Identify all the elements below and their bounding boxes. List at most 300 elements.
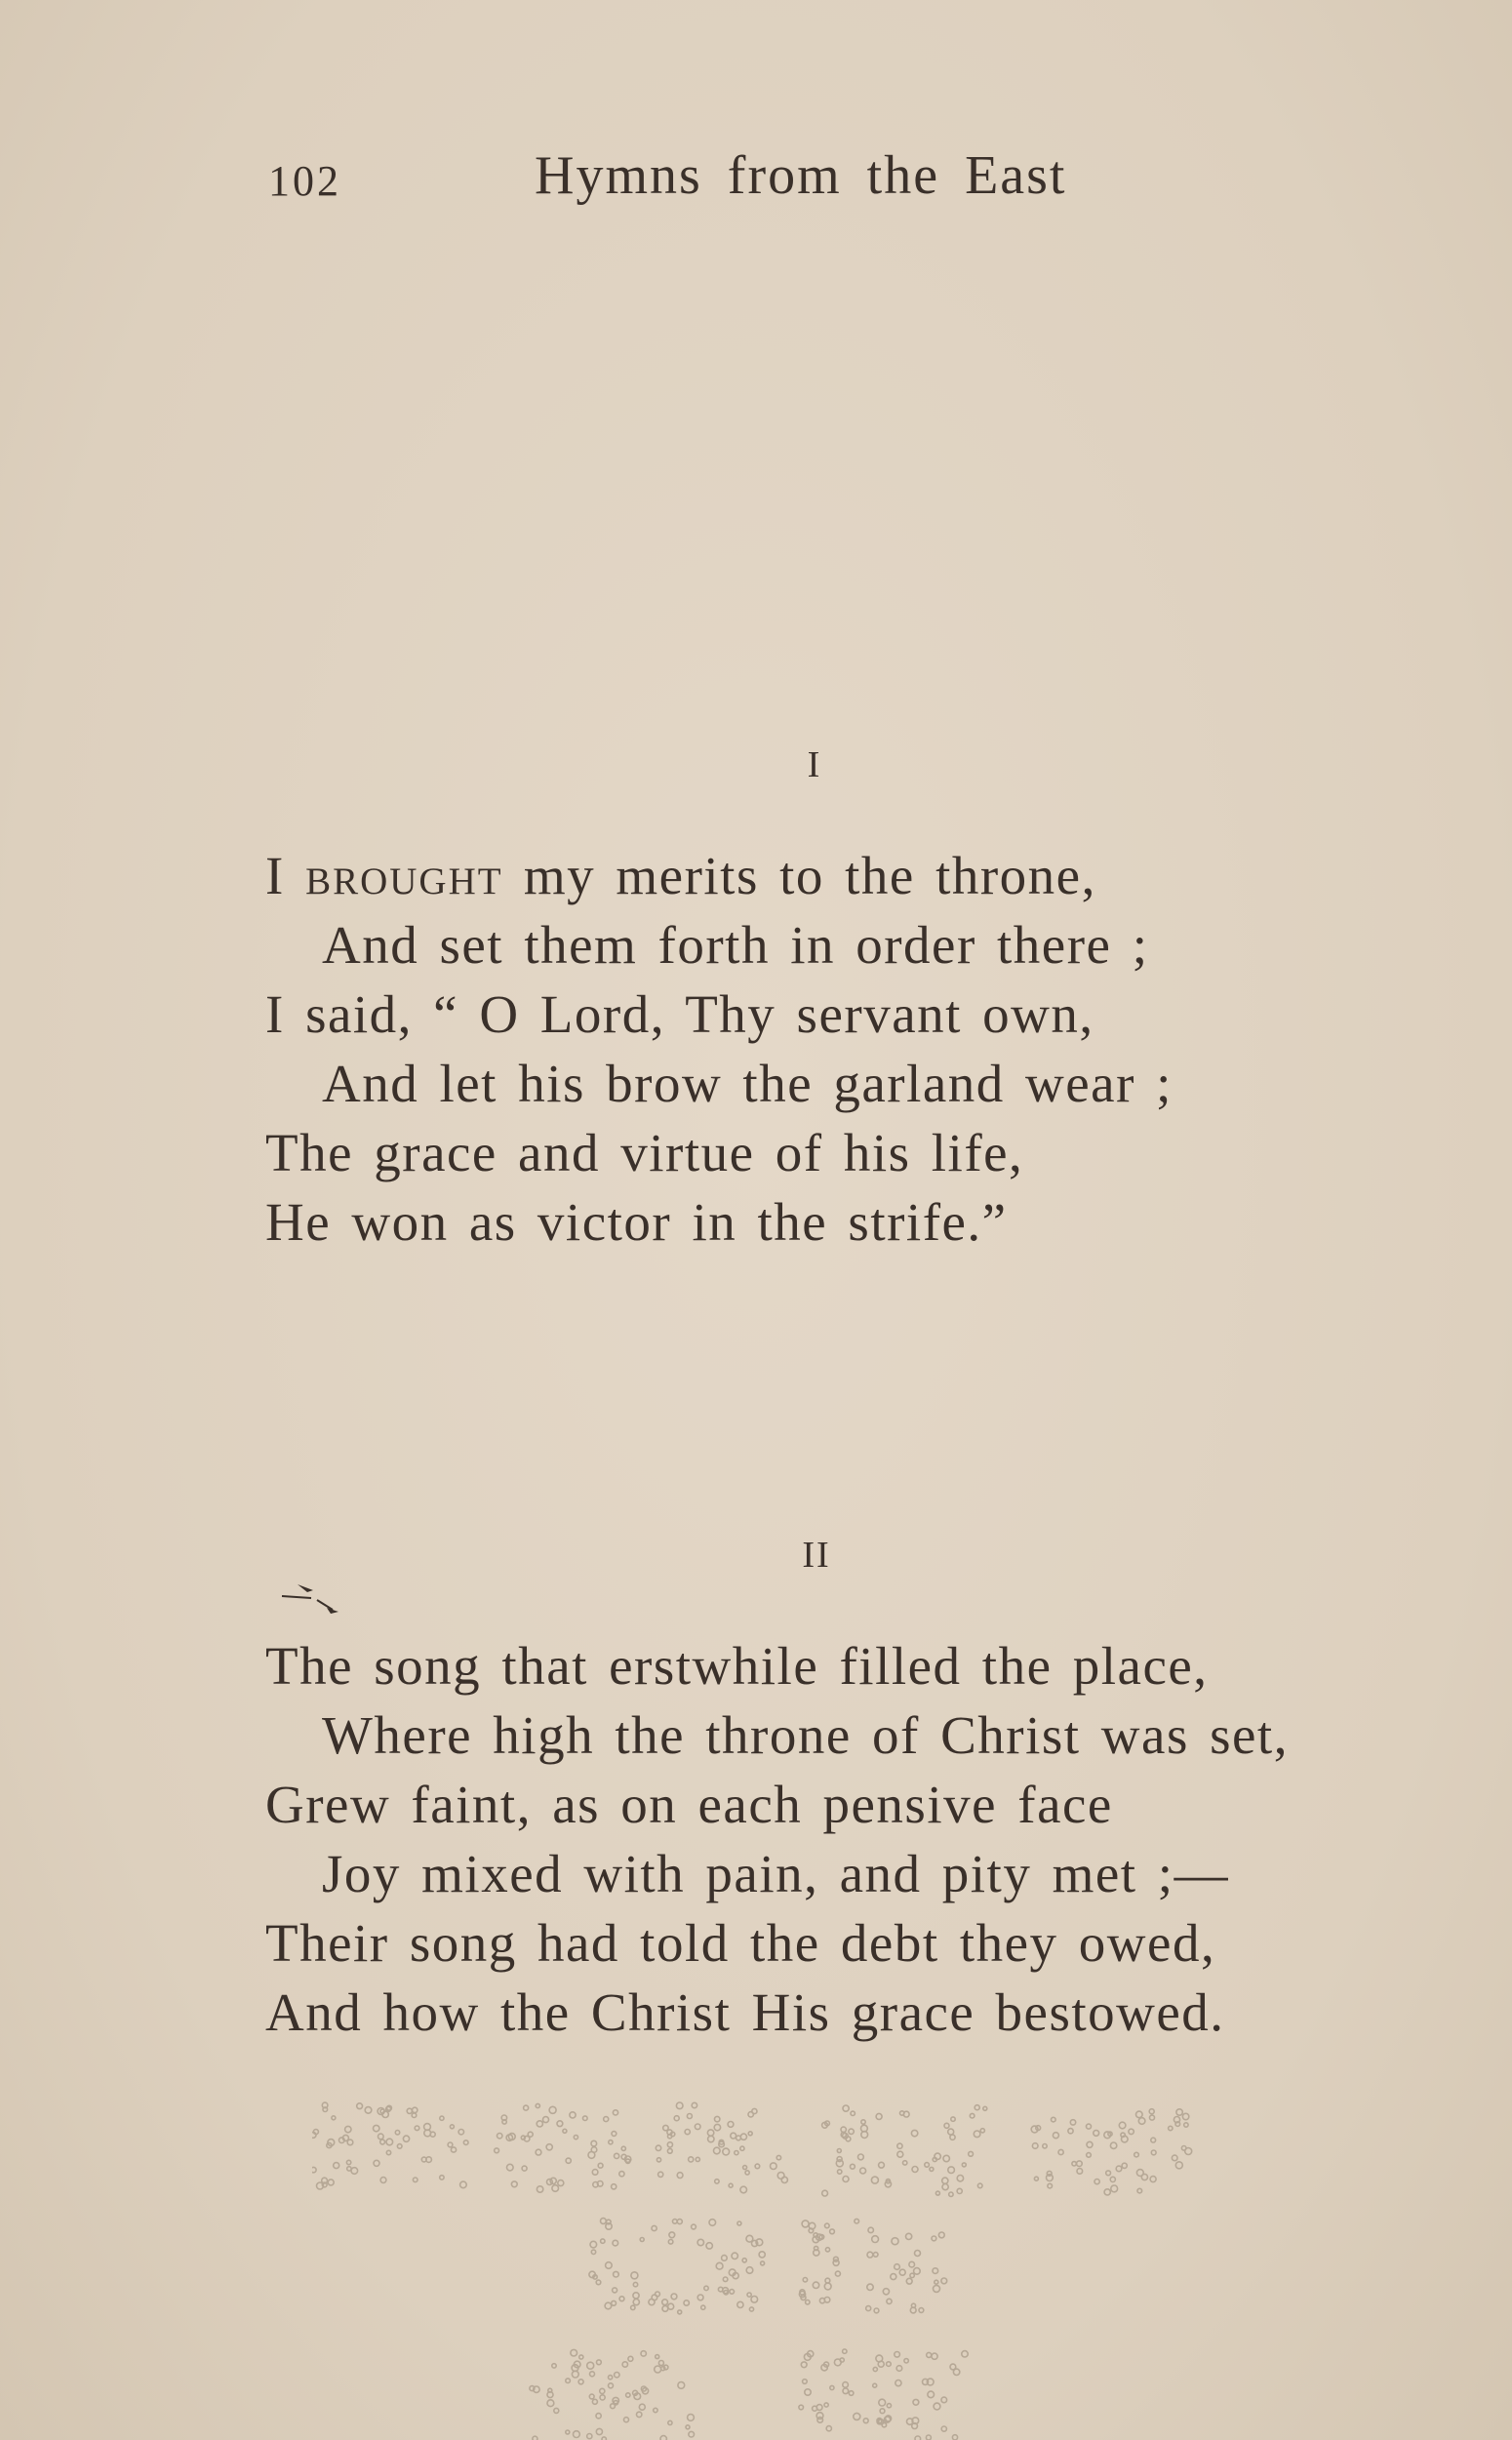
ornament-dot	[578, 2380, 583, 2384]
ornament-dot	[587, 2362, 594, 2369]
ornament-dot	[718, 2287, 723, 2292]
stanza-1	[265, 841, 1387, 1257]
ornament-dot	[612, 2132, 617, 2137]
ornament-dot	[819, 2299, 824, 2303]
ornament-dot	[615, 2373, 619, 2378]
ornament-dot	[708, 2136, 714, 2141]
stanza-2-line-1: The song that erstwhile filled the place,	[265, 1636, 1209, 1696]
ornament-dot	[323, 2107, 328, 2112]
ornament-dot	[876, 2113, 882, 2119]
ornament-dot	[692, 2224, 696, 2229]
ornament-dot	[863, 2419, 868, 2423]
ornament-dot	[579, 2355, 583, 2359]
ornament-dot	[658, 2172, 663, 2177]
ornament-dot	[735, 2151, 738, 2155]
ornament-dot	[706, 2243, 712, 2249]
ornament-dot	[879, 2162, 885, 2168]
ornament-dot	[714, 2124, 720, 2130]
ornament-dot	[570, 2112, 576, 2118]
ornament-dot	[566, 2158, 571, 2163]
ornament-dot	[866, 2306, 871, 2311]
ornament-dot	[771, 2163, 777, 2170]
ornament-dot	[543, 2117, 549, 2123]
ornament-dot	[609, 2383, 614, 2388]
page-number: 102	[268, 157, 341, 205]
ornament-dot	[413, 2107, 418, 2112]
ornament-dot	[1169, 2126, 1173, 2130]
ornament-dot	[619, 2172, 624, 2177]
ornament-dot	[941, 2278, 947, 2284]
ornament-dot	[1129, 2129, 1134, 2134]
ornament-dot	[677, 2173, 683, 2179]
ornament-dot	[678, 2382, 685, 2389]
ornament-dot	[843, 2382, 849, 2388]
ornament-dot	[463, 2140, 468, 2145]
ornament-dot	[695, 2124, 700, 2130]
ornament-dot	[912, 2167, 918, 2173]
ornament-dot	[596, 2428, 602, 2434]
ornament-dot	[678, 2310, 682, 2314]
ornament-dot	[1185, 2148, 1192, 2155]
ornament-dot	[1053, 2133, 1058, 2139]
ornament-dot	[915, 2436, 921, 2440]
ornament-dot	[497, 2134, 502, 2139]
running-title: Hymns from the East	[535, 145, 1067, 206]
ornament-dot	[697, 2239, 703, 2245]
ornament-dot	[558, 2180, 564, 2186]
ornament-dot	[495, 2148, 499, 2153]
ornament-dot	[1106, 2171, 1111, 2176]
ornament-dot	[1111, 2185, 1118, 2192]
ornament-dot	[395, 2131, 399, 2135]
ornament-dot	[1087, 2153, 1092, 2158]
ornament-dot	[684, 2300, 689, 2305]
ornament-dot	[657, 2158, 660, 2162]
ornament-dot	[707, 2130, 713, 2136]
dotted-ornament-icon	[312, 2096, 1307, 2440]
stanza-number-2: II	[802, 1535, 831, 1576]
ornament-dot	[843, 2388, 849, 2394]
ornament-dot	[928, 2391, 935, 2398]
ornament-dot	[932, 2236, 936, 2241]
ornament-dot	[587, 2434, 592, 2439]
ornament-dot	[1184, 2123, 1188, 2127]
ornament-dot	[686, 2425, 690, 2429]
ornament-dot	[723, 2277, 728, 2282]
ornament-dot	[1137, 2188, 1142, 2193]
ornament-dot	[1068, 2129, 1073, 2134]
stanza-1-line-3: I said, “ O Lord, Thy servant own,	[265, 984, 1094, 1044]
ornament-dot	[919, 2308, 924, 2313]
ornament-dot	[637, 2412, 642, 2417]
ornament-dot	[854, 2413, 860, 2420]
ornament-dot	[915, 2251, 921, 2257]
ornament-dot	[911, 2303, 915, 2307]
ornament-dot	[843, 2177, 849, 2182]
ornament-dot	[934, 2403, 940, 2410]
ornament-dot	[942, 2178, 948, 2183]
ornament-dot	[660, 2436, 666, 2440]
ornament-dot	[689, 2431, 695, 2437]
ornament-dot	[524, 2105, 529, 2110]
ornament-dot	[450, 2125, 454, 2129]
ornament-dot	[563, 2129, 567, 2133]
ornament-dot	[843, 2105, 849, 2111]
ornament-dot	[346, 2160, 350, 2164]
ornament-dot	[546, 2144, 552, 2150]
ornament-dot	[502, 2120, 506, 2124]
ornament-dot	[328, 2180, 334, 2185]
ornament-dot	[891, 2274, 896, 2280]
ornament-dot	[957, 2188, 962, 2193]
ornament-dot	[882, 2422, 886, 2426]
ornament-dot	[613, 2288, 617, 2293]
ornament-dot	[1032, 2143, 1038, 2149]
ornament-dot	[817, 2418, 823, 2423]
ornament-dot	[872, 2236, 879, 2243]
ornament-dot	[378, 2134, 384, 2140]
ornament-dot	[415, 2126, 419, 2131]
ornament-dot	[662, 2300, 668, 2305]
ornament-dot	[614, 2401, 617, 2405]
ornament-dot	[887, 2299, 892, 2303]
ornament-dot	[596, 2414, 601, 2419]
ornament-dot	[1087, 2141, 1093, 2147]
stanza-2-line-6: And how the Christ His grace bestowed.	[265, 1982, 1225, 2042]
stanza-1-line-1-rest: my merits to the throne,	[502, 846, 1096, 905]
ornament-dot	[536, 2149, 541, 2155]
ornament-dot	[911, 2130, 917, 2136]
ornament-dot	[799, 2405, 804, 2410]
ornament-dot	[552, 2185, 559, 2192]
ornament-dot	[830, 2229, 835, 2234]
ornament-dot	[663, 2365, 668, 2370]
ornament-dot	[935, 2280, 938, 2284]
ornament-dot	[892, 2238, 898, 2245]
ornament-dot	[1116, 2166, 1122, 2172]
ornament-dot	[412, 2113, 417, 2118]
ornament-dot	[609, 2140, 613, 2144]
ornament-dot	[777, 2173, 784, 2180]
ornament-dot	[895, 2264, 900, 2270]
ornament-dot	[701, 2305, 705, 2309]
stanza-1-line-6: He won as victor in the strife.”	[265, 1192, 1008, 1252]
ornament-dot	[654, 2408, 657, 2412]
ornament-dot	[1151, 2150, 1156, 2155]
ornament-dot	[640, 2238, 644, 2242]
ornament-dot	[1150, 2177, 1156, 2182]
ornament-dot	[597, 2360, 602, 2365]
ornament-dot	[887, 2404, 891, 2408]
ornament-dot	[592, 2170, 598, 2176]
ornament-dot	[696, 2157, 699, 2161]
ornament-dot	[669, 2232, 675, 2238]
ornament-dot	[930, 2167, 934, 2171]
ornament-dot	[530, 2386, 535, 2391]
ornament-dot	[904, 2359, 908, 2363]
ornament-dot	[749, 2307, 753, 2311]
ornament-dot	[511, 2181, 517, 2187]
ornament-dot	[761, 2261, 765, 2265]
ornament-dot	[652, 2295, 657, 2300]
ornament-dot	[1058, 2149, 1063, 2154]
ornament-dot	[687, 2114, 692, 2119]
ornament-dot	[440, 2116, 444, 2120]
ornament-dot	[613, 2240, 618, 2246]
ornament-dot	[840, 2358, 844, 2362]
ornament-dot	[600, 2388, 605, 2393]
ornament-dot	[803, 2278, 807, 2282]
ornament-dot	[729, 2183, 733, 2187]
ornament-dot	[957, 2176, 963, 2181]
ornament-dot	[652, 2225, 657, 2230]
ornament-dot	[1087, 2124, 1092, 2129]
ornament-dot	[440, 2176, 444, 2180]
ornament-dot	[1034, 2177, 1038, 2180]
ornament-dot	[386, 2106, 391, 2111]
ornament-dot	[887, 2362, 892, 2367]
ornament-dot	[689, 2157, 694, 2162]
ornament-dot	[566, 2379, 571, 2383]
ornament-dot	[692, 2102, 696, 2107]
ornament-dot	[685, 2130, 690, 2135]
ornament-dot	[1077, 2161, 1083, 2167]
ornament-dot	[641, 2351, 646, 2356]
ornament-dot	[1052, 2117, 1056, 2122]
ornament-dot	[1110, 2177, 1115, 2181]
ornament-dot	[843, 2349, 847, 2353]
ornament-dot	[688, 2415, 695, 2421]
ornament-dot	[1048, 2183, 1053, 2188]
ornament-dot	[825, 2278, 830, 2283]
ornament-dot	[873, 2253, 878, 2258]
ornament-dot	[668, 2420, 672, 2424]
stanza-1-line-5: The grace and virtue of his life,	[265, 1123, 1024, 1182]
ornament-dot	[962, 2163, 966, 2167]
ornament-dot	[803, 2380, 808, 2384]
ornament-dot	[676, 2102, 683, 2109]
ornament-dot	[949, 2192, 953, 2196]
ornament-dot	[948, 2167, 955, 2174]
ornament-dot	[805, 2389, 811, 2395]
ornament-dot	[613, 2110, 617, 2115]
ornament-dot	[1138, 2118, 1145, 2125]
ornament-dot	[740, 2146, 744, 2150]
ornament-dot	[806, 2300, 810, 2304]
ornament-dot	[751, 2297, 758, 2303]
ornament-dot	[668, 2240, 673, 2245]
ornament-dot	[858, 2154, 864, 2160]
ornament-dot	[906, 2278, 912, 2284]
ornament-dot	[1077, 2169, 1083, 2175]
ornament-dot	[507, 2164, 514, 2171]
ornament-dot	[962, 2351, 968, 2357]
ornament-dot	[837, 2149, 841, 2153]
ornament-dot	[312, 2133, 316, 2139]
ornament-dot	[801, 2362, 807, 2368]
ornament-dot	[709, 2220, 716, 2226]
ornament-dot	[537, 2121, 542, 2127]
ornament-dot	[601, 2239, 605, 2243]
ornament-dot	[590, 2372, 595, 2377]
stanza-2-line-2: Where high the throne of Christ was set,	[322, 1705, 1289, 1765]
ornament-dot	[591, 2147, 597, 2153]
ornament-dot	[332, 2116, 336, 2120]
ornament-dot	[838, 2170, 842, 2174]
ornament-dot	[759, 2252, 765, 2258]
ornament-dot	[621, 2154, 626, 2159]
ornament-dot	[601, 2219, 607, 2224]
ornament-dot	[879, 2399, 886, 2406]
ornament-dot	[596, 2280, 601, 2285]
ornament-dot	[626, 2393, 630, 2397]
ornament-dot	[728, 2122, 734, 2128]
ornament-dot	[737, 2301, 743, 2307]
ornament-dot	[626, 2159, 630, 2163]
ornament-dot	[628, 2356, 633, 2361]
ornament-dot	[746, 2235, 753, 2242]
ornament-dot	[715, 2180, 719, 2183]
ornament-dot	[835, 2271, 840, 2276]
ornament-dot	[574, 2136, 577, 2140]
ornament-dot	[1176, 2109, 1182, 2115]
ornament-dot	[614, 2271, 619, 2277]
ornament-dot	[849, 2391, 854, 2396]
ornament-dot	[943, 2155, 949, 2161]
ornament-dot	[743, 2166, 747, 2170]
ornament-dot	[977, 2183, 982, 2188]
ornament-dot	[952, 2435, 957, 2440]
ornament-dot	[825, 2223, 830, 2228]
ornament-dot	[460, 2181, 467, 2188]
ornament-dot	[747, 2293, 751, 2297]
ornament-dot	[951, 2117, 955, 2121]
ornament-dot	[752, 2108, 757, 2113]
ornament-dot	[448, 2142, 453, 2147]
ornament-dot	[900, 2111, 904, 2115]
ornament-dot	[826, 2426, 831, 2431]
ornament-dot	[667, 2148, 672, 2153]
ornament-dot	[656, 2355, 659, 2359]
ornament-dot	[730, 2290, 735, 2295]
ornament-dot	[914, 2268, 921, 2275]
ornament-dot	[980, 2129, 984, 2133]
ornament-dot	[622, 2362, 627, 2367]
ornament-dot	[895, 2380, 901, 2386]
ornament-dot	[667, 2142, 672, 2147]
ornament-dot	[357, 2103, 363, 2109]
ornament-dot	[380, 2178, 386, 2183]
ornament-dot	[621, 2146, 625, 2150]
ornament-dot	[549, 2106, 556, 2113]
ornament-dot	[1121, 2133, 1125, 2137]
stanza-2-line-3: Grew faint, as on each pensive face	[265, 1775, 1113, 1834]
ornament-dot	[624, 2418, 629, 2422]
ornament-dot	[604, 2117, 609, 2122]
ornament-dot	[1151, 2138, 1156, 2142]
ornament-dot	[600, 2395, 605, 2400]
ornament-dot	[1070, 2120, 1075, 2125]
ornament-dot	[714, 2147, 721, 2154]
ornament-dot	[934, 2285, 940, 2292]
stanza-2-line-5: Their song had told the debt they owed,	[265, 1913, 1216, 1973]
ornament-dot	[591, 2250, 595, 2254]
ornament-dot	[851, 2164, 855, 2169]
ornament-dot	[521, 2136, 525, 2140]
ornament-dot	[554, 2408, 559, 2413]
ornament-dot	[662, 2306, 668, 2312]
ornament-dot	[677, 2220, 682, 2224]
ornament-dot	[606, 2262, 613, 2269]
ornament-dot	[537, 2186, 542, 2192]
ornament-dot	[397, 2144, 402, 2149]
ornament-dot	[633, 2293, 639, 2299]
ornament-dot	[1149, 2109, 1154, 2114]
ornament-dot	[1122, 2163, 1127, 2168]
ornament-dot	[941, 2426, 946, 2431]
ornament-dot	[867, 2284, 873, 2290]
ornament-dot	[413, 2178, 418, 2182]
ornament-dot	[723, 2148, 730, 2155]
ornament-dot	[1175, 2162, 1182, 2169]
ornament-dot	[522, 2166, 527, 2171]
ornament-dot	[1172, 2155, 1177, 2161]
stanza-1-line-1	[265, 841, 1387, 910]
ornament-dot	[697, 2295, 703, 2300]
ornament-dot	[639, 2404, 645, 2410]
ornament-dot	[536, 2103, 539, 2107]
ornament-dot	[746, 2267, 753, 2274]
ornament-dot	[932, 2353, 937, 2359]
ornament-dot	[365, 2107, 372, 2114]
ornament-dot	[722, 2256, 728, 2261]
ornament-dot	[547, 2180, 553, 2185]
ornament-dot	[1134, 2152, 1139, 2157]
ornament-dot	[824, 2283, 831, 2290]
ornament-dot	[407, 2108, 412, 2113]
ornament-dot	[983, 2106, 987, 2110]
ornament-dot	[583, 2116, 588, 2121]
ornament-dot	[942, 2184, 948, 2190]
ornament-dot	[873, 2367, 877, 2371]
ornament-dot	[1094, 2180, 1099, 2184]
ornament-dot	[312, 2167, 316, 2172]
ornament-dot	[935, 2153, 940, 2159]
ornament-dot	[671, 2294, 677, 2300]
ornament-dot	[871, 2177, 878, 2183]
ornament-dot	[674, 2116, 679, 2121]
ornament-dot	[861, 2120, 865, 2124]
ornament-dot	[631, 2305, 635, 2309]
ornament-dot	[1182, 2113, 1188, 2119]
ornament-dot	[868, 2227, 873, 2232]
ornament-dot	[386, 2139, 393, 2145]
ornament-dot	[948, 2129, 954, 2135]
ornament-dot	[571, 2349, 577, 2356]
ornament-dot	[351, 2168, 358, 2175]
stanza-1-line-4: And let his brow the garland wear ;	[322, 1054, 1173, 1113]
ornament-dot	[716, 2262, 723, 2269]
ornament-dot	[899, 2269, 905, 2275]
ornament-dot	[345, 2126, 351, 2132]
ornament-dot	[1110, 2142, 1116, 2148]
ornament-dot	[825, 2248, 829, 2252]
ornament-dot	[668, 2303, 674, 2309]
ornament-dot	[910, 2273, 914, 2277]
stanza-number-1: I	[807, 744, 822, 785]
ornament-dot	[574, 2431, 580, 2438]
ornament-dot	[592, 2399, 597, 2404]
